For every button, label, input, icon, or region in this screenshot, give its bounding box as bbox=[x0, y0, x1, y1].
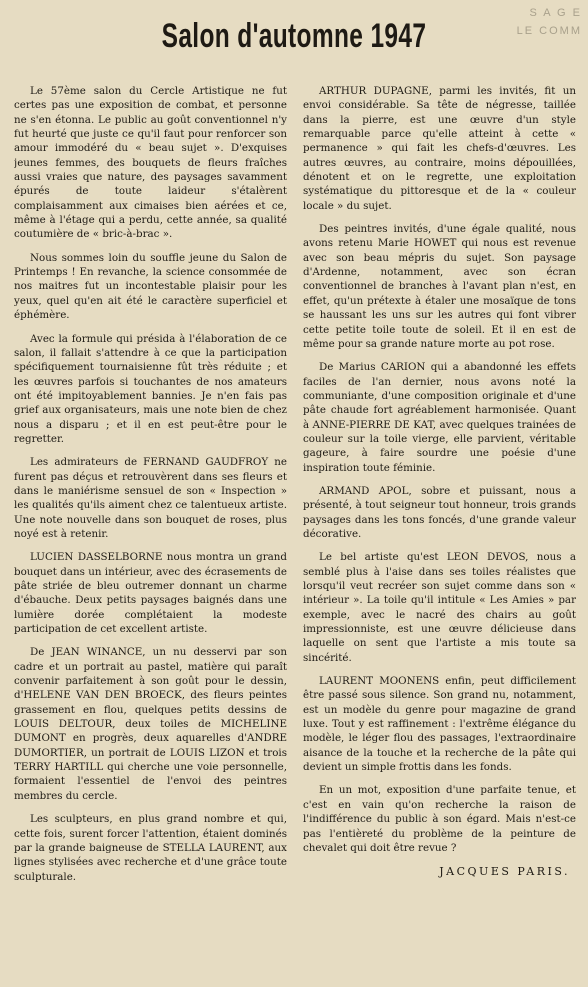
paragraph: Les admirateurs de FERNAND GAUDFROY ne furent pas déçus et retrouvèrent dans ses fleurs et dans le maniérisme sensuel de son « Inspection » les qualités qu'ils aiment chez ce talentueux artiste. Une note nouvelle dans son bouquet de roses, plus noyé est à retenir. bbox=[14, 456, 287, 540]
paragraph: LUCIEN DASSELBORNE nous montra un grand bouquet dans un intérieur, avec des écrasements de pâte striée de bleu outremer donnant un charme d'ébauche. Deux petits paysages baignés dans une lumière dorée complétaient la modeste participation de cet excellent artiste. bbox=[14, 551, 287, 636]
paragraph: LAURENT MOONENS enfin, peut difficilement être passé sous silence. Son grand nu, notamment, est un modèle du genre pour magazine de grand luxe. Tout y est raffinement : l'extrême élégance du modèle, le léger flou des passages, l'extraordinaire aisance de la touche et la recherche de la pâte qui devient un simple frottis dans les fonds. bbox=[303, 675, 576, 774]
paragraph: De Marius CARION qui a abandonné les effets faciles de l'an dernier, nous avons noté la communiante, d'une composition originale et d'une pâte chaude fort agréablement harmonisée. Quant à ANNE-PIERRE DE KAT, avec quelques trainées de couleur sur la toile vierge, elle parvient, véritable gageure, à faire sourdre une poésie d'une inspiration toute féminie. bbox=[303, 361, 576, 474]
paragraph: De JEAN WINANCE, un nu desservi par son cadre et un portrait au pastel, matière qui paraît convenir parfaitement à son goût pour le dessin, d'HELENE VAN DEN BROECK, des fleurs peintes grassement en flou, quelques petits dessins de LOUIS DELTOUR, deux toiles de MICHELINE DUMONT en progrès, deux aquarelles d'ANDRE DUMORTIER, un portrait de LOUIS LIZON et trois TERRY HARTILL qui cherche une voie personnelle, formaient l'essentiel de l'envoi des peintres membres du cercle. bbox=[14, 646, 287, 802]
paragraph: ARTHUR DUPAGNE, parmi les invités, fit un envoi considérable. Sa tête de négresse, taillée dans la pierre, est une œuvre d'un style remarquable parce qu'elle atteint à cette « permanence » qui fait les chefs-d'œuvres. Les autres œuvres, au contraire, moins dépouillées, dénotent et on le regrette, une exploitation systématique du pittoresque et de la « couleur locale » du sujet. bbox=[303, 85, 576, 212]
article-title: Salon d'automne 1947 bbox=[161, 17, 427, 55]
paragraph: Les sculpteurs, en plus grand nombre et qui, cette fois, surent forcer l'attention, étaient dominés par la grande baigneuse de STELLA LAURENT, aux lignes stylisées avec recherche et d'une grâce toute sculpturale. bbox=[14, 813, 287, 883]
header-bleed-through bbox=[517, 4, 582, 40]
right-column bbox=[303, 84, 576, 973]
author-signature: JACQUES PARIS. bbox=[439, 865, 570, 879]
paragraph: Le bel artiste qu'est LEON DEVOS, nous a semblé plus à l'aise dans ses toiles réalistes que lorsqu'il veut recréer son sujet comme dans son « intérieur ». La toile qu'il intitule « Les Amies » par exemple, avec le nacré des chairs au goût impressionniste, est une œuvre délicieuse dans laquelle on sent que l'artiste a mis toute sa sincérité. bbox=[303, 551, 576, 664]
paragraph: Le 57ème salon du Cercle Artistique ne fut certes pas une exposition de combat, et personne ne s'en étonna. Le public au goût conventionnel n'y fut heurté que juste ce qu'il faut pour renforcer son amour immodéré du « beau sujet ». D'exquises jeunes femmes, des bouquets de fleurs fraîches aussi vraies que nature, des paysages savamment épurés de toute laideur s'étalèrent complaisamment aux cimaises bien aérées et ce, même à l'étage qui a perdu, cette année, sa qualité coutumière de « bric-à-brac ». bbox=[14, 85, 287, 241]
paragraph: En un mot, exposition d'une parfaite tenue, et c'est en vain qu'on recherche la raison de l'indifférence du public à son égard. Mais n'est-ce pas l'entièreté du problème de la peinture de chevalet qui doit être revue ? bbox=[303, 784, 576, 854]
paragraph: Des peintres invités, d'une égale qualité, nous avons retenu Marie HOWET qui nous est revenue avec son beau mépris du sujet. Son paysage d'Ardenne, notamment, avec son écran conventionnel de branches à l'avant plan n'est, en effet, qu'un prétexte à étaler une mosaïque de tons se haussant les uns sur les autres qui font vibrer cette petite toile toute de soleil. Et il en est de même pour sa grande nature morte au pot rose. bbox=[303, 223, 576, 350]
left-column bbox=[14, 84, 287, 973]
paragraph: Nous sommes loin du souffle jeune du Salon de Printemps ! En revanche, la science consommée de nos maitres fut un incontestable plaisir pour les yeux, quel qu'en ait été le caractère superficiel et éphémère. bbox=[14, 251, 287, 322]
article-body bbox=[14, 84, 576, 973]
paragraph: Avec la formule qui présida à l'élaboration de ce salon, il fallait s'attendre à ce que la participation spécifiquement tournaisienne fût très réduite ; et les œuvres parfois si touchantes de nos amateurs ont été impitoyablement bannies. Je n'en fais pas grief aux organisateurs, mais une note bien de chez nous a disparu ; et il en est peut-être pour le regretter. bbox=[14, 332, 287, 445]
paragraph: ARMAND APOL, sobre et puissant, nous a présenté, à tout seigneur tout honneur, trois grands paysages dans les tons foncés, d'une grande valeur décorative. bbox=[303, 484, 576, 540]
bleed-text-2: LE COMM bbox=[516, 25, 582, 37]
bleed-text-1: S A G E bbox=[529, 7, 582, 19]
